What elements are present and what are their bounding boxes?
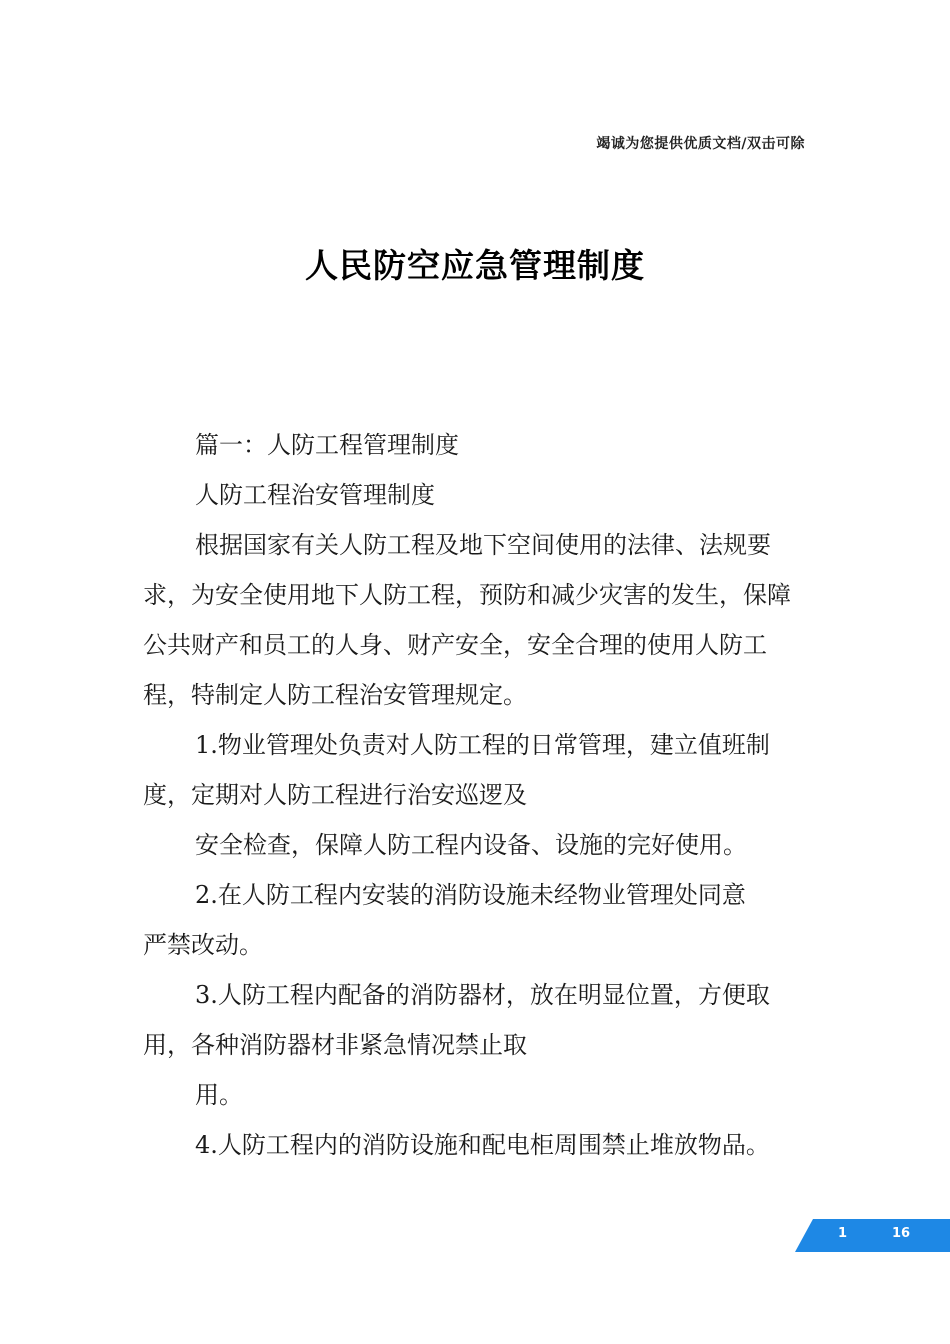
document-body [143,420,808,1170]
page-footer-bar [795,1219,950,1252]
paragraph-item-2-continued: 严禁改动。 [143,931,263,959]
paragraph-item-3: 3.人防工程内配备的消防器材，放在明显位置，方便取用，各种消防器材非紧急情况禁止取 [143,981,770,1059]
paragraph-intro: 根据国家有关人防工程及地下空间使用的法律、法规要求，为安全使用地下人防工程，预防和减少灾害的发生，保障公共财产和员工的人身、财产安全，安全合理的使用人防工程，特制定人防工程治安管理规定。 [143,531,791,709]
document-title: 人民防空应急管理制度 [305,246,645,285]
header-note: 竭诚为您提供优质文档/双击可除 [596,136,805,152]
paragraph-item-1-continued: 安全检查，保障人防工程内设备、设施的完好使用。 [195,831,747,859]
page-number-current: 1 [838,1226,848,1241]
paragraph-item-4: 4.人防工程内的消防设施和配电柜周围禁止堆放物品。 [195,1131,770,1159]
section-heading: 篇一：人防工程管理制度 [195,431,459,459]
page-number-total: 16 [892,1226,911,1241]
paragraph-item-1: 1.物业管理处负责对人防工程的日常管理，建立值班制度，定期对人防工程进行治安巡逻及 [143,731,770,809]
paragraph-item-3-continued: 用。 [195,1081,243,1109]
footer-bar-shape [795,1219,950,1252]
subsection-heading: 人防工程治安管理制度 [195,481,435,509]
paragraph-item-2: 2.在人防工程内安装的消防设施未经物业管理处同意 [195,881,746,909]
